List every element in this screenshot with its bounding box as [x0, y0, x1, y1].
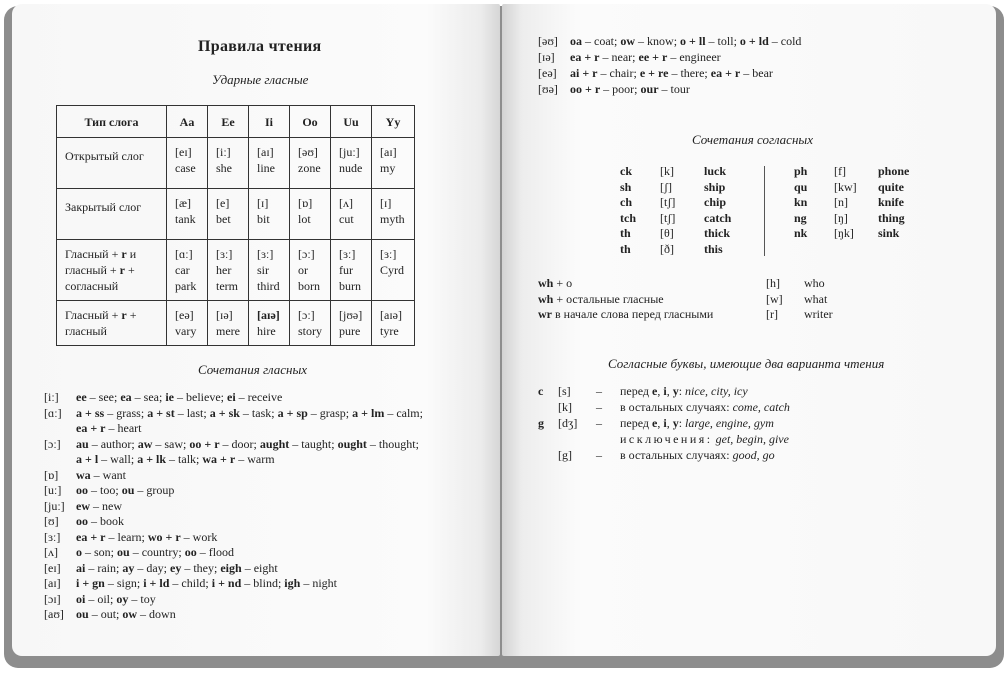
table-cell — [372, 189, 415, 240]
consonant-letters: th — [620, 226, 631, 240]
example-word: luck — [704, 164, 727, 178]
phoneme: [k] — [558, 400, 572, 414]
rule-examples: come, catch — [732, 400, 790, 414]
phoneme: [ɜː] — [44, 529, 61, 544]
w-rule: wh + остальные гласные — [538, 291, 664, 306]
cell-example: case — [175, 161, 196, 175]
cell-example: bet — [216, 212, 231, 226]
cell-phoneme: [æ] — [175, 196, 191, 210]
table-cell — [167, 301, 208, 346]
consonant-letters: qu — [794, 179, 808, 194]
cell-phoneme: [ɪ] — [380, 196, 392, 210]
consonant-divider — [764, 166, 765, 256]
consonant-letters: sh — [620, 179, 632, 194]
example-word: writer — [804, 307, 833, 321]
two-readings-heading: Согласные буквы, имеющие два варианта чтения — [608, 356, 885, 371]
phoneme: [g] — [558, 448, 572, 462]
dash: – — [596, 400, 602, 414]
rule-examples: get, begin, give — [715, 432, 789, 446]
exception-label: исключения: — [620, 432, 713, 446]
cell-example: or — [298, 263, 308, 277]
combination-text: ea + r – near; ee + r – engineer — [570, 50, 721, 64]
table-header-cell: Aa — [167, 106, 208, 138]
example-word: who — [804, 276, 825, 290]
consonant-letters: ck — [620, 164, 632, 178]
phoneme: [ɔː] — [44, 436, 61, 451]
cell-phoneme: [ɜː] — [339, 247, 356, 261]
two-readings-block — [538, 384, 978, 474]
combination-text: i + gn – sign; i + ld – child; i + nd – blind; igh – night — [76, 576, 337, 590]
phoneme: [r] — [766, 307, 778, 321]
phoneme: [ŋ] — [834, 210, 848, 225]
combination-text: ee – see; ea – sea; ie – believe; ei – receive — [76, 390, 283, 404]
table-row — [57, 301, 415, 346]
phoneme: [s] — [558, 384, 571, 398]
table-cell — [249, 301, 290, 346]
w-rule: wr в начале слова перед гласными — [538, 307, 714, 321]
example-word: catch — [704, 210, 732, 225]
cell-example: tyre — [380, 324, 399, 338]
right-page — [502, 4, 996, 656]
rule-text — [620, 448, 775, 463]
consonant-letters: kn — [794, 195, 808, 209]
table-cell — [331, 240, 372, 301]
phoneme: [ʊə] — [538, 82, 558, 96]
table-row — [57, 189, 415, 240]
combination-text: o – son; ou – country; oo – flood — [76, 545, 235, 559]
combination-text: oo – book — [76, 514, 124, 528]
combination-text: oo – too; ou – group — [76, 483, 175, 497]
cell-example: born — [298, 279, 320, 293]
cell-phoneme: [ʌ] — [339, 196, 353, 210]
example-word: thing — [878, 210, 905, 225]
cell-phoneme: [ɒ] — [298, 196, 313, 210]
cell-phoneme: [aɪə] — [380, 308, 402, 322]
cell-example: tank — [175, 212, 196, 226]
cell-phoneme: [juː] — [339, 145, 360, 159]
table-row — [57, 240, 415, 301]
consonant-letters: nk — [794, 226, 808, 240]
letter-g: g — [538, 416, 544, 430]
example-word: sink — [878, 226, 900, 240]
cell-example: she — [216, 161, 232, 175]
table-cell — [290, 138, 331, 189]
consonant-combinations-heading: Сочетания согласных — [692, 132, 813, 147]
cell-phoneme: [ɜː] — [216, 247, 233, 261]
combination-text: ea + r – heart — [76, 421, 142, 435]
example-word: what — [804, 291, 828, 306]
phoneme: [kw] — [834, 179, 857, 194]
table-header-cell: Ee — [208, 106, 249, 138]
phoneme: [iː] — [44, 390, 59, 404]
phoneme: [eɪ] — [44, 560, 61, 575]
phoneme: [eə] — [538, 66, 557, 80]
consonant-letters: th — [620, 241, 631, 256]
cell-phoneme: [eɪ] — [175, 145, 192, 159]
cell-phoneme: [jʊə] — [339, 308, 363, 322]
cell-phoneme: [ɑː] — [175, 247, 193, 261]
phoneme: [aɪ] — [44, 576, 61, 590]
syllable-type — [57, 240, 167, 301]
cell-phoneme: [ɪə] — [216, 308, 233, 322]
syllable-type-label: Гласный + r и гласный + r + согласный — [65, 247, 137, 293]
combination-text: ai – rain; ay – day; ey – they; eigh – eight — [76, 560, 278, 575]
table-header-cell: Тип слога — [57, 106, 167, 138]
combination-text: au – author; aw – saw; oo + r – door; aught – taught; ought – thought; — [76, 436, 419, 451]
stressed-vowels-heading: Ударные гласные — [212, 72, 309, 87]
table-cell — [249, 138, 290, 189]
phoneme: [f] — [834, 164, 846, 178]
combination-text: wa – want — [76, 467, 126, 482]
table-cell — [290, 240, 331, 301]
example-word: phone — [878, 164, 910, 178]
syllable-type — [57, 301, 167, 346]
table-cell — [372, 240, 415, 301]
cell-example: cut — [339, 212, 354, 226]
cell-phoneme: [ɜː] — [257, 247, 274, 261]
phoneme: [ɔɪ] — [44, 591, 61, 606]
phoneme: [ɑː] — [44, 405, 62, 420]
cell-phoneme: [ɜː] — [380, 247, 397, 261]
combination-text: oa – coat; ow – know; o + ll – toll; o + ld – cold — [570, 34, 802, 48]
table-cell — [331, 189, 372, 240]
phoneme: [ʊ] — [44, 514, 59, 528]
table-header-row — [57, 106, 415, 138]
table-cell — [372, 301, 415, 346]
vowel-combinations-heading: Сочетания гласных — [198, 362, 308, 377]
rule-examples: good, go — [732, 448, 775, 462]
table-cell — [372, 138, 415, 189]
table-header-cell: Ii — [249, 106, 290, 138]
rule-text — [620, 400, 790, 415]
table-cell — [331, 301, 372, 346]
phoneme: [ð] — [660, 241, 674, 256]
cell-phoneme: [ɪ] — [257, 196, 269, 210]
cell-example: mere — [216, 324, 240, 338]
phoneme: [n] — [834, 195, 848, 209]
cell-example: story — [298, 324, 322, 338]
reading-rules-table — [56, 105, 415, 346]
cell-example: myth — [380, 212, 405, 226]
table-cell — [249, 240, 290, 301]
rule-examples: large, engine, gym — [685, 416, 774, 430]
cell-example: hire — [257, 324, 276, 338]
combination-text: ew – new — [76, 498, 122, 513]
phoneme: [ɒ] — [44, 467, 59, 482]
table-cell — [208, 138, 249, 189]
consonant-letters: tch — [620, 210, 636, 225]
rule-condition: перед e, i, y: — [620, 384, 683, 398]
combination-text: ai + r – chair; e + re – there; ea + r – bear — [570, 66, 773, 80]
letter-c: c — [538, 384, 544, 398]
phoneme: [h] — [766, 276, 780, 290]
phoneme: [ʃ] — [660, 179, 672, 194]
cell-example: zone — [298, 161, 321, 175]
phoneme: [ɪə] — [538, 50, 555, 64]
phoneme: [juː] — [44, 498, 65, 513]
dash: – — [596, 416, 602, 430]
cell-phoneme: [iː] — [216, 145, 231, 159]
table-cell — [290, 189, 331, 240]
phoneme: [θ] — [660, 226, 674, 240]
rule-condition: в остальных случаях: — [620, 448, 730, 462]
rule-condition: в остальных случаях: — [620, 400, 730, 414]
phoneme: [tʃ] — [660, 195, 676, 209]
example-word: this — [704, 241, 723, 256]
cell-example: park — [175, 279, 197, 293]
syllable-type-label: Закрытый слог — [65, 200, 142, 214]
cell-phoneme: [ɔː] — [298, 247, 315, 261]
phoneme: [əʊ] — [538, 34, 558, 48]
cell-example: my — [380, 161, 396, 175]
table-header-cell: Yy — [372, 106, 415, 138]
dash: – — [596, 384, 602, 398]
example-word: knife — [878, 195, 905, 209]
table-cell — [249, 189, 290, 240]
table-cell — [167, 189, 208, 240]
cell-example: third — [257, 279, 280, 293]
cell-example: Cyrd — [380, 263, 404, 277]
phoneme: [dʒ] — [558, 416, 578, 430]
table-row — [57, 138, 415, 189]
phoneme: [w] — [766, 291, 783, 306]
phoneme: [k] — [660, 164, 674, 178]
combination-text: a + l – wall; a + lk – talk; wa + r – warm — [76, 452, 275, 466]
combination-text: oo + r – poor; our – tour — [570, 82, 690, 96]
cell-example: vary — [175, 324, 197, 338]
syllable-type-label: Гласный + r + гласный — [65, 308, 137, 338]
cell-example: car — [175, 263, 190, 277]
cell-example: lot — [298, 212, 311, 226]
table-cell — [208, 189, 249, 240]
example-word: chip — [704, 195, 727, 209]
combination-text: ou – out; ow – down — [76, 607, 176, 621]
phoneme: [ŋk] — [834, 226, 854, 240]
cell-phoneme: [aɪ] — [257, 145, 274, 159]
phoneme: [tʃ] — [660, 210, 676, 225]
consonant-letters: ch — [620, 195, 632, 209]
cell-example: nude — [339, 161, 363, 175]
table-cell — [290, 301, 331, 346]
cell-phoneme: [eə] — [175, 308, 194, 322]
cell-example: term — [216, 279, 238, 293]
page-title: Правила чтения — [198, 38, 322, 55]
w-rule: wh + o — [538, 276, 573, 290]
table-cell — [208, 301, 249, 346]
cell-example: bit — [257, 212, 270, 226]
table-header-cell: Uu — [331, 106, 372, 138]
table-cell — [167, 138, 208, 189]
table-cell — [208, 240, 249, 301]
cell-phoneme: [aɪ] — [380, 145, 397, 159]
phoneme: [ʌ] — [44, 545, 58, 559]
cell-phoneme: [ɔː] — [298, 308, 315, 322]
left-page — [12, 4, 500, 656]
rule-text — [620, 384, 748, 399]
cell-example: fur — [339, 263, 353, 277]
cell-example: burn — [339, 279, 361, 293]
dash: – — [596, 448, 602, 462]
combination-text: oi – oil; oy – toy — [76, 591, 156, 606]
cell-phoneme: [aɪə] — [257, 308, 280, 322]
phoneme: [uː] — [44, 483, 62, 497]
table-cell — [167, 240, 208, 301]
consonant-letters: ng — [794, 210, 807, 225]
syllable-type-label: Открытый слог — [65, 149, 144, 163]
example-word: ship — [704, 179, 726, 194]
rule-examples: nice, city, icy — [685, 384, 748, 398]
table-header-cell: Oo — [290, 106, 331, 138]
rule-condition: перед e, i, y: — [620, 416, 683, 430]
combination-text: a + ss – grass; a + st – last; a + sk – task; a + sp – grasp; a + lm – calm; — [76, 405, 423, 420]
phoneme: [aʊ] — [44, 607, 64, 621]
consonant-letters: ph — [794, 164, 808, 178]
cell-example: her — [216, 263, 232, 277]
cell-example: line — [257, 161, 275, 175]
syllable-type — [57, 189, 167, 240]
cell-phoneme: [əʊ] — [298, 145, 318, 159]
example-word: quite — [878, 179, 905, 194]
table-cell — [331, 138, 372, 189]
rule-text — [620, 432, 789, 447]
combination-text: ea + r – learn; wo + r – work — [76, 529, 218, 544]
cell-example: sir — [257, 263, 269, 277]
cell-phoneme: [e] — [216, 196, 230, 210]
example-word: thick — [704, 226, 731, 240]
syllable-type — [57, 138, 167, 189]
rule-text — [620, 416, 774, 431]
cell-example: pure — [339, 324, 361, 338]
